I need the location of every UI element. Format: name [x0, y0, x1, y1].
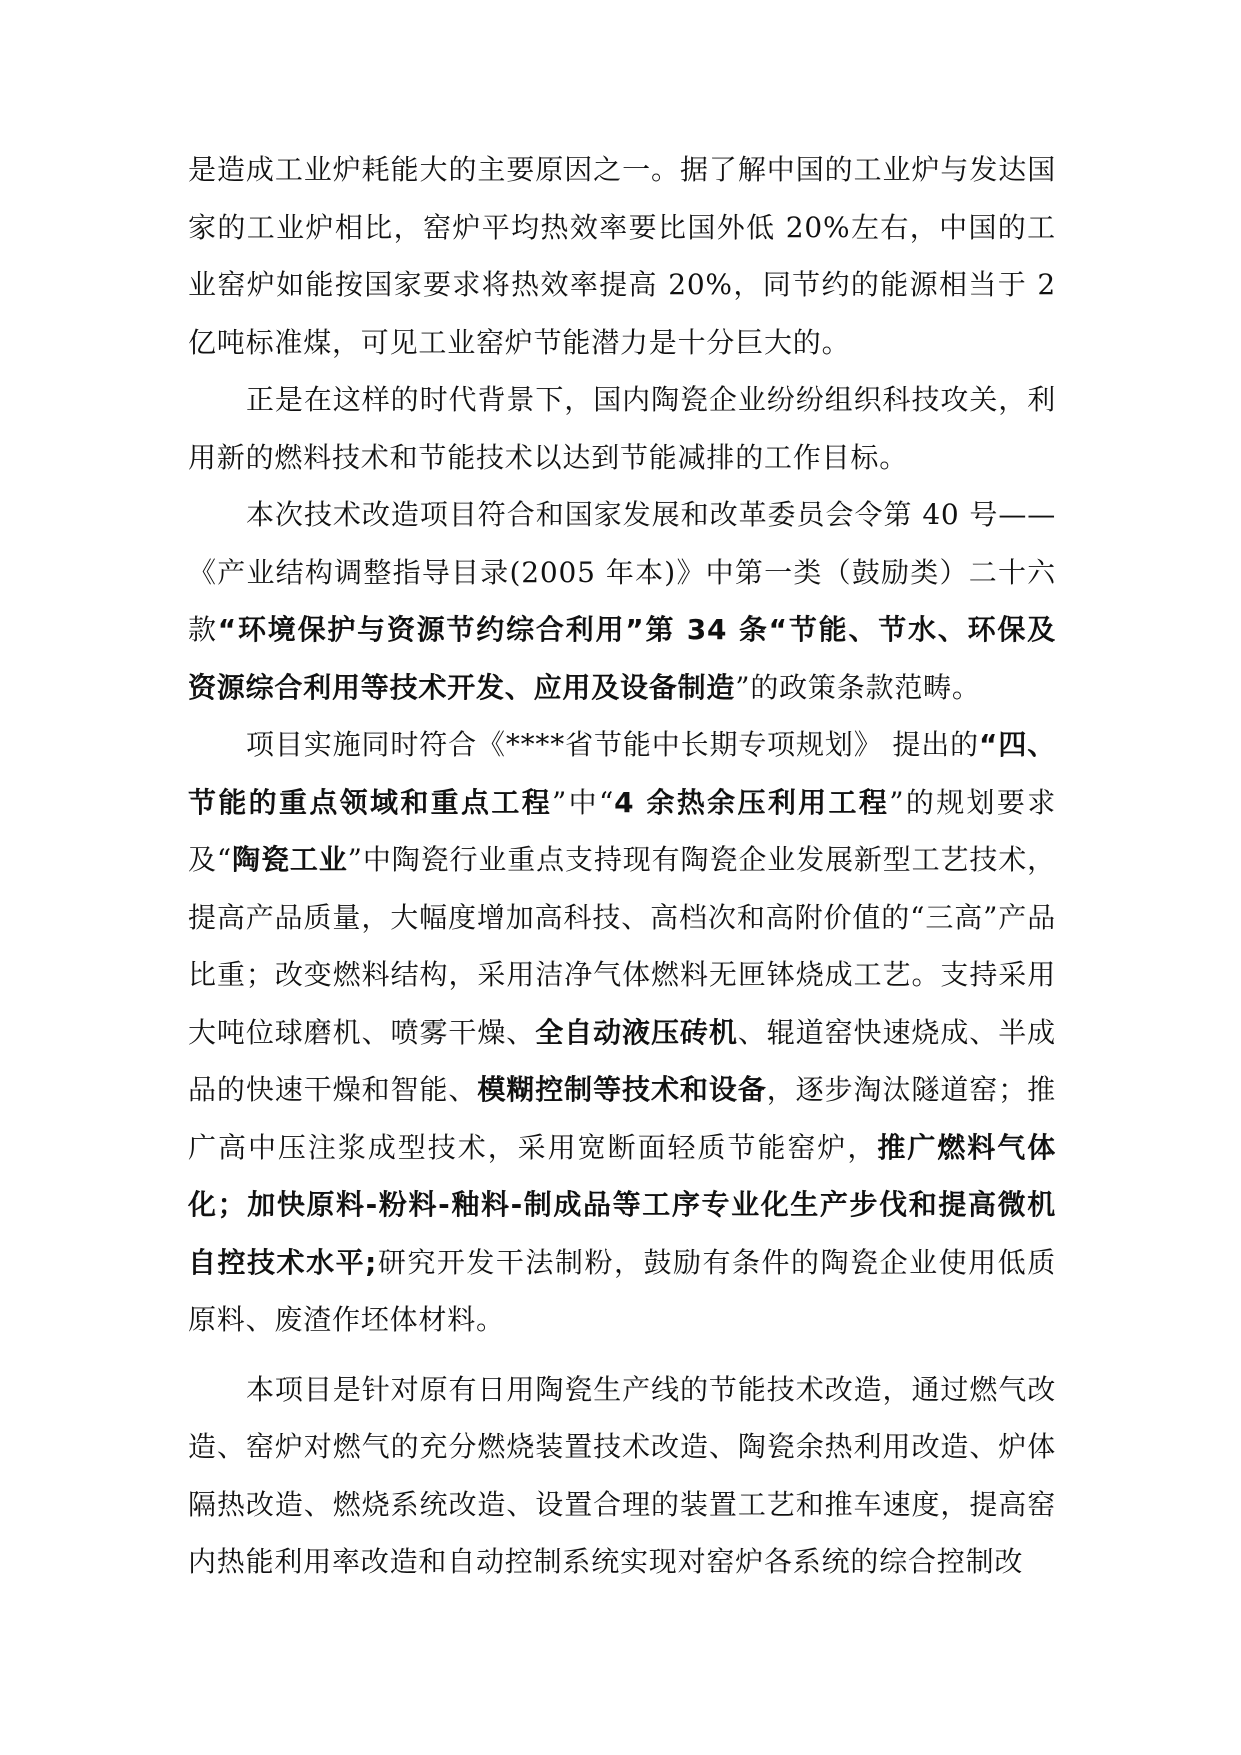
paragraph-3-text-end: ”的政策条款范畴。	[735, 670, 981, 704]
paragraph-4-text-c: ”的规划要求及“	[188, 785, 1056, 876]
paragraph-3-bold-policy: “环境保护与资源节约综合利用”第 34 条“节能、节水、环保及资源综合利用等技术开发、应用及设备制造	[188, 613, 1056, 704]
paragraph-4-bold-key-areas: “四、节能的重点领域和重点工程	[188, 728, 1056, 819]
paragraph-5	[188, 1361, 1056, 1591]
paragraph-1	[188, 141, 1056, 371]
paragraph-4-text-g: 研究开发干法制粉，鼓励有条件的陶瓷企业使用低质原料、废渣作坯体材料。	[188, 1245, 1056, 1336]
paragraph-4-text-d: ”中陶瓷行业重点支持现有陶瓷企业发展新型工艺技术，提高产品质量，大幅度增加高科技、高档次和高附价值的“三高”产品比重；改变燃料结构，采用洁净气体燃料无匣钵烧成工艺。支持采用大吨位球磨机、喷雾干燥、	[188, 843, 1056, 1049]
paragraph-4-bold-gasification: 推广燃料气体化；加快原料-粉料-釉料-制成品等工序专业化生产步伐和提高微机自控技术水平;	[188, 1130, 1056, 1279]
paragraph-4-bold-ceramics-industry: 陶瓷工业	[232, 843, 348, 876]
paragraph-4-text-f: ，逐步淘汰隧道窑；推广高中压注浆成型技术，采用宽断面轻质节能窑炉，	[188, 1073, 1056, 1164]
paragraph-4-text-e: 、辊道窑快速烧成、半成品的快速干燥和智能、	[188, 1015, 1056, 1106]
paragraph-3-text: 本次技术改造项目符合和国家发展和改革委员会令第 40 号——《产业结构调整指导目录(2005 年本)》中第一类（鼓励类）二十六款	[188, 498, 1056, 646]
paragraph-2-text: 正是在这样的时代背景下，国内陶瓷企业纷纷组织科技攻关，利用新的燃料技术和节能技术以达到节能减排的工作目标。	[188, 383, 1056, 474]
paragraph-2	[188, 371, 1056, 486]
paragraph-1-text: 是造成工业炉耗能大的主要原因之一。据了解中国的工业炉与发达国家的工业炉相比，窑炉平均热效率要比国外低 20%左右，中国的工业窑炉如能按国家要求将热效率提高 20%，同节约的能源相当于 2 亿吨标准煤，可见工业窑炉节能潜力是十分巨大的。	[188, 153, 1056, 359]
paragraph-4-text-a: 项目实施同时符合《****省节能中长期专项规划》 提出的	[246, 728, 980, 761]
paragraph-4-bold-fuzzy-control: 模糊控制等技术和设备	[477, 1073, 767, 1106]
paragraph-4-bold-waste-heat: 4 余热余压利用工程	[614, 785, 890, 819]
paragraph-4	[188, 716, 1056, 1349]
paragraph-4-text-b: ”中“	[552, 785, 615, 819]
paragraph-5-text: 本项目是针对原有日用陶瓷生产线的节能技术改造，通过燃气改造、窑炉对燃气的充分燃烧装置技术改造、陶瓷余热利用改造、炉体隔热改造、燃烧系统改造、设置合理的装置工艺和推车速度，提高窑内热能利用率改造和自动控制系统实现对窑炉各系统的综合控制改	[188, 1372, 1056, 1578]
paragraph-4-bold-press: 全自动液压砖机	[535, 1015, 738, 1049]
paragraph-3	[188, 486, 1056, 716]
